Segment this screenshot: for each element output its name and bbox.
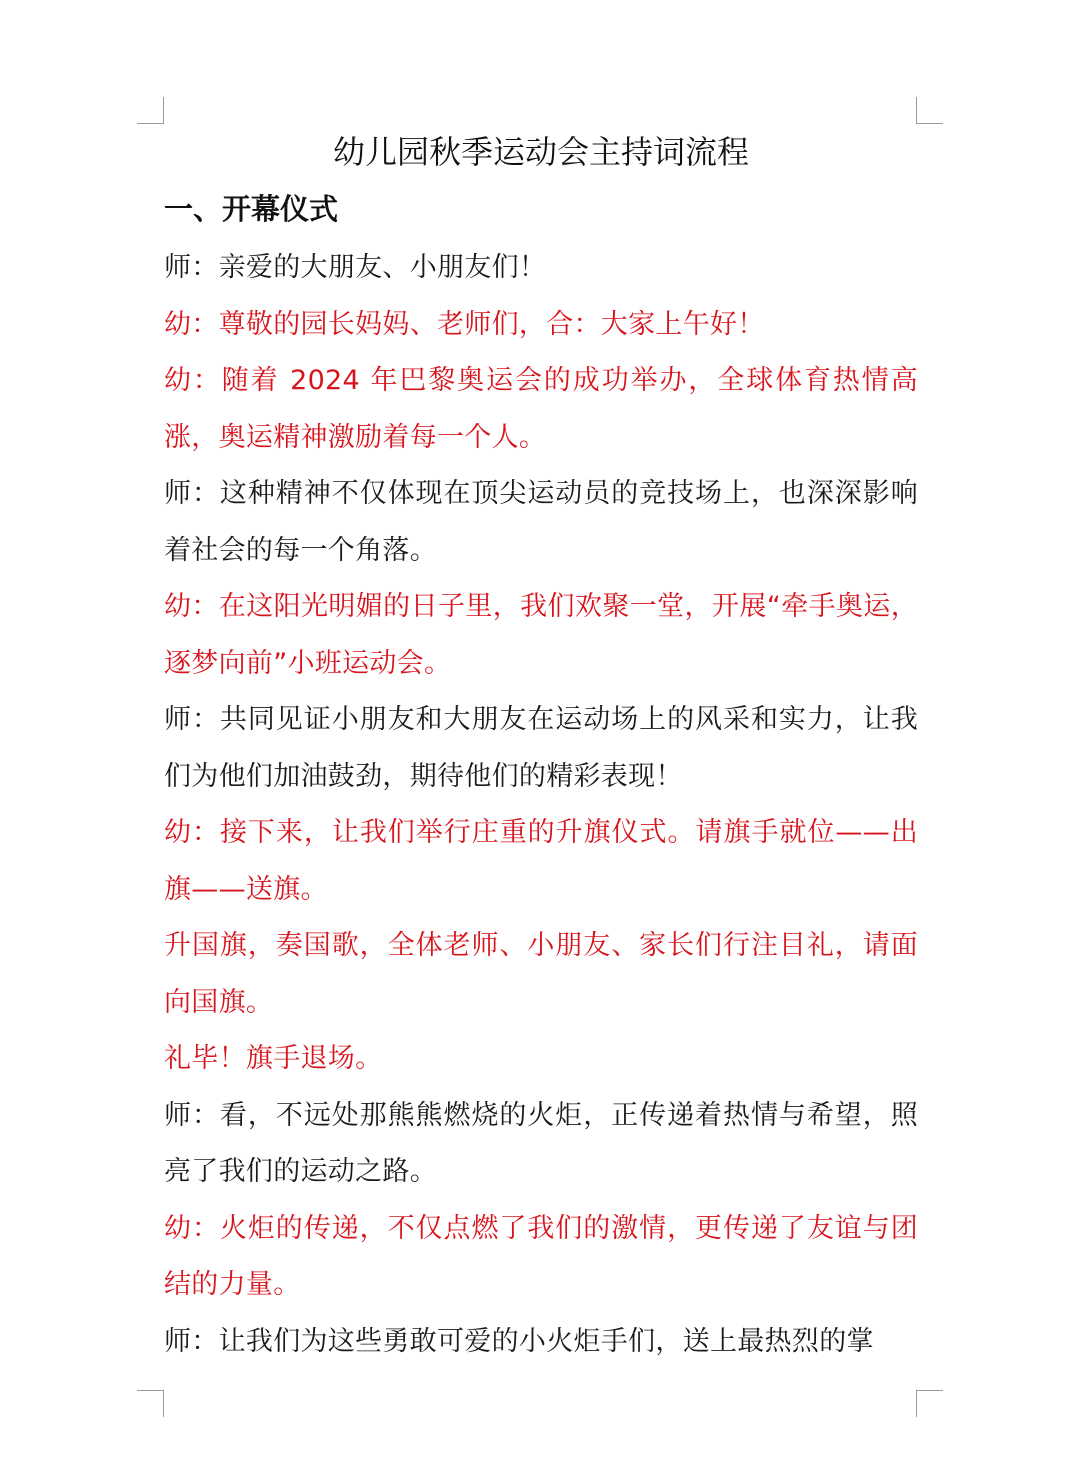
page-corner-mark-top-right	[916, 97, 943, 124]
script-line-flag-raising: 升国旗，奏国歌，全体老师、小朋友、家长们行注目礼，请面向国旗。	[164, 930, 918, 1018]
document-page	[164, 126, 918, 1370]
page-corner-mark-top-left	[137, 97, 164, 124]
script-line-child: 幼：随着 2024 年巴黎奥运会的成功举办，全球体育热情高涨，奥运精神激励着每一个人。	[164, 365, 918, 453]
script-line-child: 幼：火炬的传递，不仅点燃了我们的激情，更传递了友谊与团结的力量。	[164, 1212, 918, 1300]
document-title: 幼儿园秋季运动会主持词流程	[332, 133, 749, 171]
script-line-teacher: 师：让我们为这些勇敢可爱的小火炬手们，送上最热烈的掌	[164, 1325, 874, 1357]
script-line-teacher: 师：共同见证小朋友和大朋友在运动场上的风采和实力，让我们为他们加油鼓劲，期待他们的精彩表现！	[164, 704, 918, 792]
script-line-teacher: 师：看，不远处那熊熊燃烧的火炬，正传递着热情与希望，照亮了我们的运动之路。	[164, 1099, 918, 1187]
script-line-flag-raising: 礼毕！旗手退场。	[164, 1043, 383, 1074]
page-corner-mark-bottom-right	[916, 1390, 943, 1417]
section-heading: 一、开幕仪式	[164, 192, 339, 226]
script-line-child: 幼：尊敬的园长妈妈、老师们，合：大家上午好！	[164, 308, 765, 340]
script-line-teacher: 师：亲爱的大朋友、小朋友们！	[164, 252, 547, 283]
script-line-child: 幼：接下来，让我们举行庄重的升旗仪式。请旗手就位——出旗——送旗。	[164, 817, 918, 905]
script-line-teacher: 师：这种精神不仅体现在顶尖运动员的竞技场上，也深深影响着社会的每一个角落。	[164, 478, 918, 566]
page-corner-mark-bottom-left	[137, 1390, 164, 1417]
script-line-child: 幼：在这阳光明媚的日子里，我们欢聚一堂，开展“牵手奥运，逐梦向前”小班运动会。	[164, 591, 918, 679]
